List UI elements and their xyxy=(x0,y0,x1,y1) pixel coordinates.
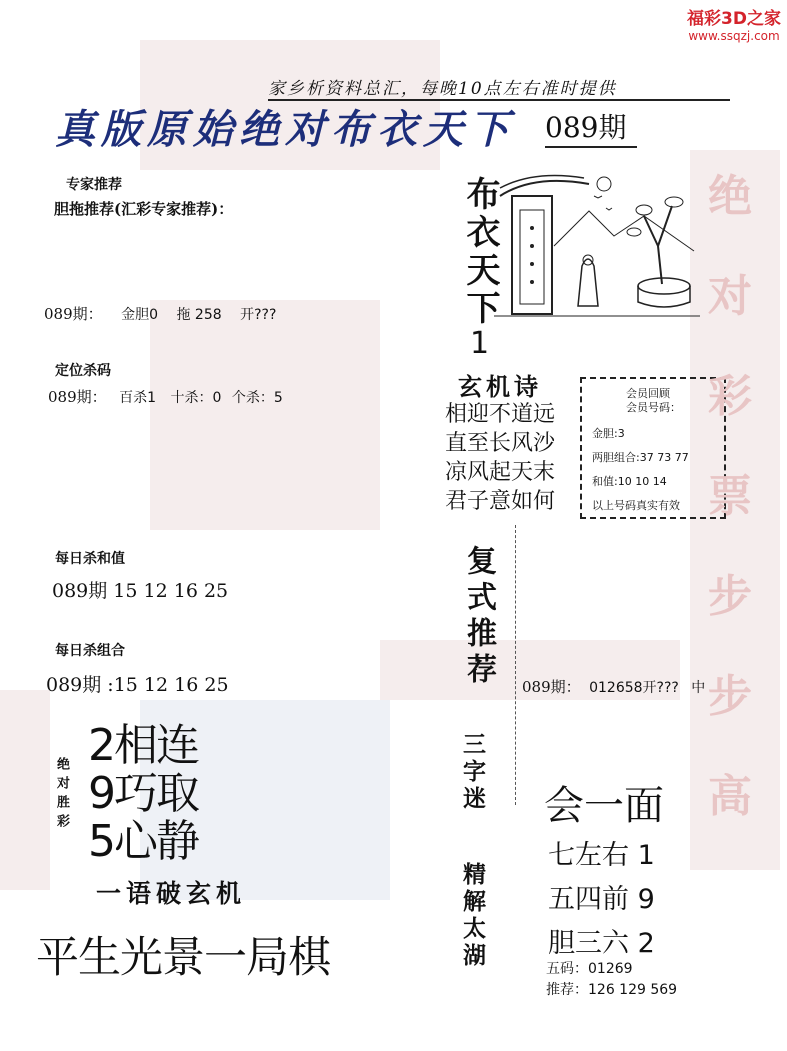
watermark-url: www.ssqzj.com xyxy=(688,29,780,43)
right-side-char: 步 xyxy=(708,571,752,622)
position-kill-hundreds: 百杀1 xyxy=(119,390,157,406)
right-side-char: 高 xyxy=(708,771,752,822)
header-tagline: 家乡析资料总汇，每晚10点左右准时提供 xyxy=(268,74,730,101)
poem xyxy=(445,400,555,516)
expert-gold: 金胆0 xyxy=(121,307,159,323)
buyi-vertical: 布衣天下 xyxy=(460,176,500,328)
compound-vertical: 复式推荐 xyxy=(461,545,496,689)
riddle-line: 胆三六 2 xyxy=(548,928,655,959)
win-line: 9巧取 xyxy=(88,768,198,819)
combo-kill-line: 089期 :15 12 16 25 xyxy=(46,674,229,696)
background-wash xyxy=(150,300,380,530)
poem-title: 玄机诗 xyxy=(458,372,542,401)
riddle-lines xyxy=(548,834,655,966)
win-side-label: 绝对胜彩 xyxy=(54,757,69,833)
watermark-brand: 福彩3D之家 xyxy=(687,9,781,29)
sum-kill-label: 每日杀和值 xyxy=(55,551,125,567)
member-title2: 会员号码： xyxy=(626,401,681,414)
riddle-five: 五码：01269 xyxy=(546,961,633,977)
right-side-char: 绝 xyxy=(708,171,752,222)
right-side-char: 对 xyxy=(708,271,752,322)
page-title: 真版原始绝对布衣天下 xyxy=(55,106,515,153)
member-gold: 金胆:3 xyxy=(592,427,625,440)
position-kill-line xyxy=(48,386,338,407)
member-two: 两胆组合:37 73 77 xyxy=(592,451,689,464)
issue-number: 089期 xyxy=(545,106,637,148)
riddle-line: 七左右 1 xyxy=(548,840,655,871)
right-side-char: 彩 xyxy=(708,371,752,422)
compound-number: 012658开??? xyxy=(589,680,679,696)
expert-line xyxy=(44,303,329,324)
win-line: 2相连 xyxy=(88,720,198,771)
compound-issue: 089期： xyxy=(522,678,581,696)
poem-line: 直至长风沙 xyxy=(445,431,556,456)
win-hint: 一语破玄机 xyxy=(96,879,247,908)
sum-kill-line: 089期 15 12 16 25 xyxy=(52,580,229,602)
right-side-char: 步 xyxy=(708,671,752,722)
member-sum: 和值:10 10 14 xyxy=(592,475,667,488)
member-box xyxy=(580,377,726,519)
riddle-title: 会一面 xyxy=(544,783,664,829)
compound-line xyxy=(522,676,705,697)
riddle-vertical-1: 三字迷 xyxy=(459,732,486,813)
expert-issue: 089期： xyxy=(44,305,103,323)
expert-open: 开??? xyxy=(240,307,277,323)
win-line: 5心静 xyxy=(88,816,198,867)
right-side-char: 票 xyxy=(708,471,752,522)
background-wash xyxy=(0,690,50,890)
buyi-number: 1 xyxy=(470,326,490,361)
combo-kill-label: 每日杀组合 xyxy=(55,643,125,659)
win-lines xyxy=(88,722,198,866)
member-note: 以上号码真实有效 xyxy=(592,499,680,512)
expert-drag: 拖 258 xyxy=(176,307,222,323)
riddle-vertical-2: 精解太湖 xyxy=(459,862,486,970)
watermark xyxy=(687,4,781,43)
member-title1: 会员回顾 xyxy=(626,387,670,400)
position-kill-ones: 个杀：5 xyxy=(231,390,283,406)
expert-sub-label: 胆拖推荐(汇彩专家推荐)： xyxy=(54,200,234,218)
poem-line: 相迎不道远 xyxy=(445,402,556,427)
compound-hit: 中 xyxy=(691,680,706,696)
poem-line: 凉风起天末 xyxy=(445,460,556,485)
riddle-recommend: 推荐：126 129 569 xyxy=(546,982,678,998)
illustration xyxy=(494,166,700,326)
expert-label: 专家推荐 xyxy=(66,177,122,193)
riddle-line: 五四前 9 xyxy=(548,884,655,915)
divider xyxy=(515,525,516,805)
win-slogan: 平生光景一局棋 xyxy=(36,933,330,983)
position-kill-issue: 089期： xyxy=(48,388,107,406)
poem-line: 君子意如何 xyxy=(445,489,556,514)
position-kill-label: 定位杀码 xyxy=(55,363,111,379)
position-kill-tens: 十杀：0 xyxy=(170,390,222,406)
